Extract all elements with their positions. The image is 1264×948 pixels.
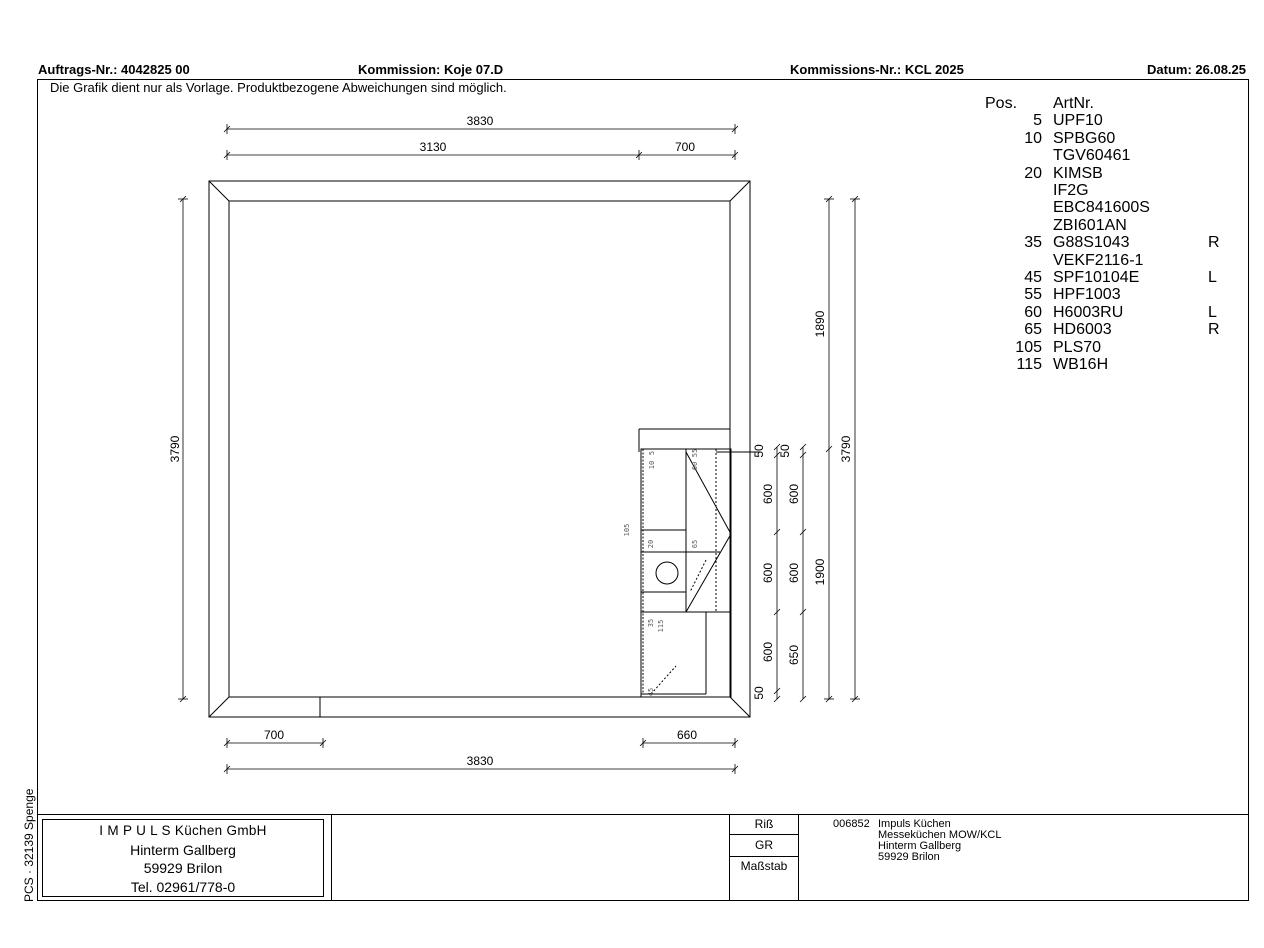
- article-side: [1208, 165, 1238, 182]
- position-number: [985, 217, 1042, 234]
- dim-bottom-total: 3830: [466, 754, 494, 768]
- article-number: IF2G: [1053, 182, 1089, 200]
- position-number: [985, 252, 1042, 269]
- company-name: I M P U L S Küchen GmbH: [99, 823, 267, 838]
- pos-label-20: 20: [647, 539, 655, 549]
- position-row: [985, 217, 1238, 234]
- position-row: [985, 147, 1238, 164]
- article-number: H6003RU: [1053, 303, 1124, 321]
- article-side: R: [1208, 321, 1220, 339]
- article-number: HPF1003: [1053, 286, 1121, 304]
- position-row: [985, 269, 1238, 286]
- article-number: SPBG60: [1053, 129, 1116, 147]
- dim-col1-b: 600: [761, 483, 775, 505]
- gr-label: GR: [755, 838, 773, 852]
- article-number: SPF10104E: [1053, 269, 1140, 287]
- title-row-2: [729, 856, 798, 857]
- position-number: [985, 199, 1042, 216]
- position-rows: [985, 112, 1238, 373]
- pos-header: Pos.: [985, 95, 1018, 112]
- dim-col1-e: 50: [752, 686, 766, 700]
- customer-line-3: Hinterm Gallberg: [878, 840, 962, 852]
- sink-bowl: [656, 562, 678, 584]
- article-side: [1208, 199, 1238, 216]
- dim-bottom-right: 660: [676, 728, 698, 742]
- order-number: Auftrags-Nr.: 4042825 00: [38, 62, 190, 77]
- position-row: [985, 356, 1238, 373]
- side-imprint: PCS · 32139 Spenge: [22, 788, 36, 902]
- position-number: 45: [1024, 269, 1042, 287]
- article-number: KIMSB: [1053, 164, 1103, 182]
- customer-line-2: Messeküchen MOW/KCL: [878, 829, 1002, 841]
- dim-col2-b: 600: [787, 483, 801, 505]
- commission: Kommission: Koje 07.D: [358, 62, 504, 77]
- company-phone: Tel. 02961/778-0: [130, 878, 236, 895]
- dim-col2-a: 50: [778, 444, 792, 458]
- position-number: [985, 182, 1042, 199]
- massstab-label: Maßstab: [740, 859, 788, 873]
- dim-top-total: 3830: [466, 114, 494, 128]
- dim-col2-d: 650: [787, 644, 801, 666]
- dim-right-1900: 1900: [813, 558, 827, 586]
- position-number: 35: [1024, 234, 1042, 252]
- dim-right-upper: 1890: [813, 310, 827, 338]
- position-table-header: [985, 95, 1238, 112]
- position-row: [985, 234, 1238, 251]
- position-row: [985, 252, 1238, 269]
- article-number: PLS70: [1053, 338, 1102, 356]
- position-table: [985, 95, 1238, 374]
- article-side: [1208, 182, 1238, 199]
- position-number: 60: [1024, 303, 1042, 321]
- article-side: L: [1208, 269, 1217, 287]
- article-number: VEKF2116-1: [1053, 251, 1144, 269]
- company-city: 59929 Brilon: [143, 860, 223, 876]
- position-row: [985, 165, 1238, 182]
- pos-label-105: 105: [623, 523, 631, 537]
- commission-number: Kommissions-Nr.: KCL 2025: [790, 62, 964, 77]
- customer-address: [878, 819, 1001, 863]
- article-number: UPF10: [1053, 112, 1103, 130]
- article-side: [1208, 147, 1238, 164]
- article-side: [1208, 339, 1238, 356]
- position-number: 105: [1015, 338, 1042, 356]
- position-row: [985, 304, 1238, 321]
- article-number: WB16H: [1053, 356, 1109, 374]
- article-side: [1208, 252, 1238, 269]
- position-number: 65: [1024, 321, 1042, 339]
- dim-top-left: 3130: [419, 140, 447, 154]
- article-side: [1208, 130, 1238, 147]
- position-number: 10: [1024, 129, 1042, 147]
- article-number: EBC841600S: [1053, 199, 1150, 217]
- dim-right-total: 3790: [839, 435, 853, 463]
- position-number: 55: [1024, 286, 1042, 304]
- date: Datum: 26.08.25: [1147, 62, 1246, 77]
- disclaimer-note: Die Grafik dient nur als Vorlage. Produktbezogene Abweichungen sind möglich.: [50, 80, 507, 95]
- customer-line-1: Impuls Küchen: [878, 818, 951, 830]
- article-number: HD6003: [1053, 321, 1112, 339]
- pos-label-5: 5: [648, 450, 656, 456]
- title-divider-1: [331, 814, 332, 901]
- dim-col1-d: 600: [761, 641, 775, 663]
- dim-col1-a: 50: [752, 444, 766, 458]
- customer-number: 006852: [833, 818, 870, 830]
- dim-top-right: 700: [674, 140, 696, 154]
- article-side: [1208, 112, 1238, 129]
- pos-label-10: 10: [648, 460, 656, 470]
- article-side: [1208, 356, 1238, 373]
- position-number: [985, 147, 1042, 164]
- pos-label-45: 45: [647, 687, 655, 697]
- position-number: 115: [1016, 356, 1042, 374]
- company-box: [42, 819, 324, 897]
- company-street: Hinterm Gallberg: [130, 841, 236, 858]
- position-number: 20: [1024, 164, 1042, 182]
- title-row-1: [729, 834, 798, 835]
- dim-col2-c: 600: [787, 562, 801, 584]
- title-divider-3: [798, 814, 799, 901]
- article-side: R: [1208, 234, 1220, 252]
- position-row: [985, 182, 1238, 199]
- art-header: ArtNr.: [1053, 95, 1094, 112]
- position-row: [985, 286, 1238, 303]
- position-row: [985, 199, 1238, 216]
- pos-label-115: 115: [657, 619, 665, 633]
- position-row: [985, 112, 1238, 129]
- article-side: [1208, 286, 1238, 303]
- pos-label-65: 65: [691, 539, 699, 549]
- dim-left-height: 3790: [168, 435, 182, 463]
- position-row: [985, 321, 1238, 338]
- article-side: [1208, 217, 1238, 234]
- article-number: TGV60461: [1053, 147, 1131, 165]
- dim-col1-c: 600: [761, 562, 775, 584]
- pos-label-55: 55: [691, 448, 699, 458]
- position-row: [985, 130, 1238, 147]
- pos-label-35: 35: [647, 618, 655, 628]
- article-side: L: [1208, 303, 1217, 321]
- article-number: ZBI601AN: [1053, 216, 1127, 234]
- article-number: G88S1043: [1053, 234, 1130, 252]
- customer-line-4: 59929 Brilon: [878, 851, 940, 863]
- position-row: [985, 339, 1238, 356]
- position-number: 5: [1033, 112, 1042, 130]
- pos-label-60: 60: [691, 461, 699, 471]
- dim-bottom-left: 700: [263, 728, 285, 742]
- riss-label: Riß: [754, 817, 774, 831]
